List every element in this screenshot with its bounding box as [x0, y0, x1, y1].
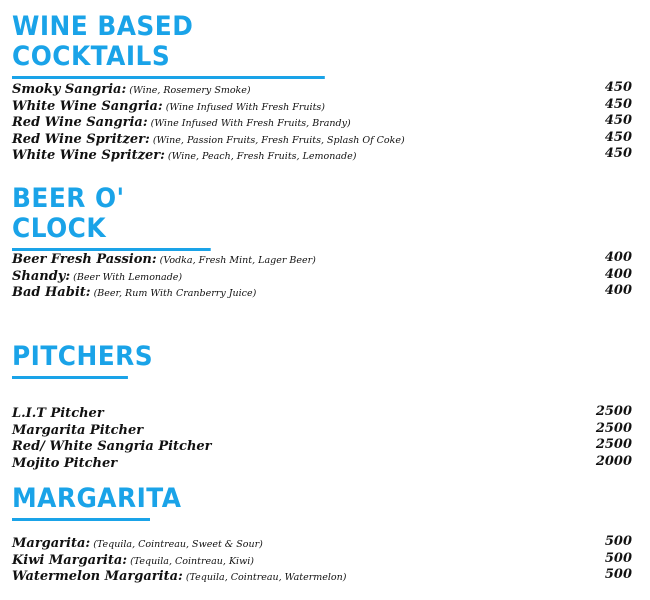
item-description: (Wine Infused With Fresh Fruits, Brandy) — [150, 118, 351, 129]
menu-item — [12, 534, 632, 551]
item-price: 500 — [604, 534, 632, 549]
item-name: Shandy: — [12, 268, 71, 284]
item-description: (Wine, Rosemery Smoke) — [129, 85, 251, 96]
menu-item — [12, 113, 632, 130]
item-description: (Tequila, Cointreau, Watermelon) — [185, 572, 347, 583]
item-description: (Beer, Rum With Cranberry Juice) — [93, 288, 257, 299]
item-name: Watermelon Margarita: — [12, 569, 183, 584]
item-name: Mojito Pitcher — [12, 455, 118, 471]
item-price: 500 — [604, 567, 632, 582]
item-price: 450 — [604, 80, 632, 95]
section-margarita — [12, 483, 638, 584]
item-description: (Vodka, Fresh Mint, Lager Beer) — [159, 255, 316, 266]
menu-item — [12, 146, 632, 163]
item-description: (Wine Infused With Fresh Fruits) — [165, 101, 325, 113]
item-price: 2500 — [595, 437, 632, 452]
menu-item — [12, 80, 632, 97]
item-list — [12, 250, 632, 300]
item-description: (Wine, Peach, Fresh Fruits, Lemonade) — [167, 151, 357, 162]
item-price: 450 — [604, 113, 632, 128]
section-heading: PITCHERS — [12, 342, 128, 379]
item-price: 500 — [604, 550, 632, 566]
menu-item — [12, 283, 632, 300]
menu-item — [12, 454, 632, 471]
section-wine-based-cocktails — [12, 11, 638, 163]
section-heading: WINE BASED COCKTAILS — [12, 12, 325, 79]
item-list — [12, 80, 632, 163]
menu-item — [12, 130, 632, 147]
section-heading: BEER O' CLOCK — [12, 184, 211, 251]
menu-item — [12, 437, 632, 454]
item-name: Margarita Pitcher — [12, 422, 144, 438]
item-name: White Wine Sangria: — [12, 98, 163, 114]
item-description: (Tequila, Cointreau, Kiwi) — [130, 555, 254, 567]
item-description: (Wine, Passion Fruits, Fresh Fruits, Splash Of Coke) — [152, 134, 405, 146]
item-price: 2500 — [595, 420, 632, 436]
item-price: 400 — [604, 250, 632, 265]
item-name: Bad Habit: — [12, 285, 91, 300]
menu-item — [12, 551, 632, 568]
menu-item — [12, 567, 632, 584]
item-price: 400 — [604, 283, 632, 298]
item-price: 2000 — [595, 453, 632, 469]
item-price: 450 — [604, 146, 632, 161]
item-price: 400 — [604, 266, 632, 282]
item-price: 450 — [604, 96, 632, 112]
menu-item — [12, 97, 632, 114]
item-name: Smoky Sangria: — [12, 82, 127, 97]
menu-item — [12, 267, 632, 284]
menu-item — [12, 250, 632, 267]
item-name: Kiwi Margarita: — [12, 552, 128, 568]
menu-item — [12, 421, 632, 438]
item-name: White Wine Spritzer: — [12, 148, 165, 163]
item-name: Margarita: — [12, 536, 91, 551]
item-description: (Beer With Lemonade) — [73, 271, 183, 283]
menu-item — [12, 404, 632, 421]
item-price: 450 — [604, 129, 632, 145]
section-beer-o-clock — [12, 183, 638, 300]
section-pitchers — [12, 341, 638, 471]
item-list — [12, 534, 632, 584]
item-description: (Tequila, Cointreau, Sweet & Sour) — [93, 539, 263, 550]
item-list — [12, 404, 632, 470]
item-name: Red/ White Sangria Pitcher — [12, 439, 212, 454]
item-name: Red Wine Sangria: — [12, 115, 148, 130]
item-name: Beer Fresh Passion: — [12, 252, 157, 267]
item-name: Red Wine Spritzer: — [12, 131, 150, 147]
section-heading: MARGARITA — [12, 484, 150, 521]
item-price: 2500 — [595, 404, 632, 419]
item-name: L.I.T Pitcher — [12, 406, 104, 421]
